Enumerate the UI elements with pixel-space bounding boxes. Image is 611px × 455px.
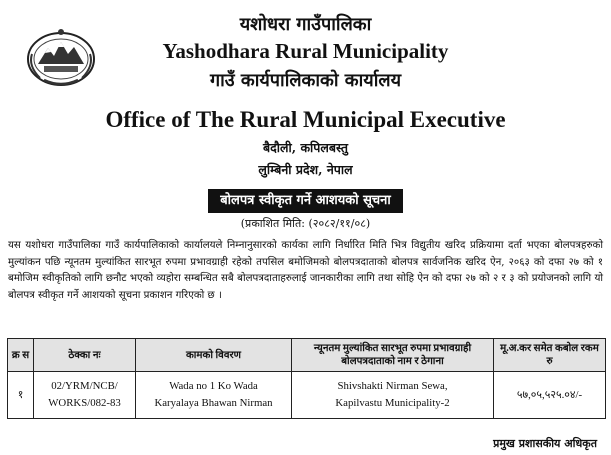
work-line-2: Karyalaya Bhawan Nirman (154, 397, 273, 409)
table-row (8, 372, 606, 419)
table-header-row (8, 339, 606, 372)
office-name-nepali: गाउँ कार्यपालिकाको कार्यालय (209, 70, 402, 91)
office-name-english: Office of The Rural Municipal Executive (105, 107, 506, 132)
address-line-1: बैदौली, कपिलबस्तु (263, 140, 348, 155)
address-line-2: लुम्बिनी प्रदेश, नेपाल (258, 162, 353, 177)
header-amount: मू.अ.कर समेत कबोल रकम रु (494, 339, 606, 372)
contract-no-line-2: WORKS/082-83 (48, 397, 121, 409)
notice-body: यस यशोधरा गाउँपालिका गाउँ कार्यपालिकाको कार्यालयले निम्नानुसारको कार्यका लागि निर्धारित मिति भित्र विद्युतीय खरिद प्रक्रियामा दर्ता भएका बोलपत्रहरुको मुल्यांकन पछि न्यूनतम मुल्यांकित सारभूत रुपमा प्रभावग्राही रहेको तपसिल बमोजिमको बोलपत्रदाताको बोलपत्र सार्वजनिक खरिद ऐन, २०६३ को दफा २७ को १ बमोजिम स्वीकृतिको लागि छनौट भएको व्यहोरा सम्बन्धित सबै बोलपत्रदाताहरुलाई जानकारीका लागि तथा सोहि ऐन को दफा २७ को २ र ३ को प्रयोजनको लागि यो बोलपत्र स्वीकृत गर्ने आशयको सूचना प्रकाशन गरिएको छ । (8, 240, 603, 301)
work-line-1: Wada no 1 Ko Wada (169, 380, 258, 392)
cell-contract-no (34, 372, 136, 419)
notice-title-banner (0, 189, 611, 213)
notice-title: बोलपत्र स्वीकृत गर्ने आशयको सूचना (208, 189, 403, 213)
cell-work (136, 372, 292, 419)
cell-amount: ५७,०५,५२५.०४/- (494, 372, 606, 419)
bidder-line-1: Shivshakti Nirman Sewa, (337, 380, 448, 392)
header-bidder: न्यूनतम मुल्यांकित सारभूत रुपमा प्रभावग्राही बोलपत्रदाताको नाम र ठेगाना (292, 339, 494, 372)
cell-serial: १ (8, 372, 34, 419)
bidder-line-2: Kapilvastu Municipality-2 (335, 397, 450, 409)
header-work: कामको विवरण (136, 339, 292, 372)
tender-table (7, 338, 606, 419)
signatory-title: प्रमुख प्रशासकीय अधिकृत (493, 437, 597, 450)
municipality-name-nepali: यशोधरा गाउँपालिका (239, 14, 372, 35)
header-contract-no: ठेक्का नः (34, 339, 136, 372)
municipality-name-english: Yashodhara Rural Municipality (162, 39, 449, 63)
contract-no-line-1: 02/YRM/NCB/ (51, 380, 118, 392)
published-date: (प्रकाशित मिति: (२०८२/११/०८) (240, 217, 371, 230)
header-serial: क्र स (8, 339, 34, 372)
cell-bidder (292, 372, 494, 419)
